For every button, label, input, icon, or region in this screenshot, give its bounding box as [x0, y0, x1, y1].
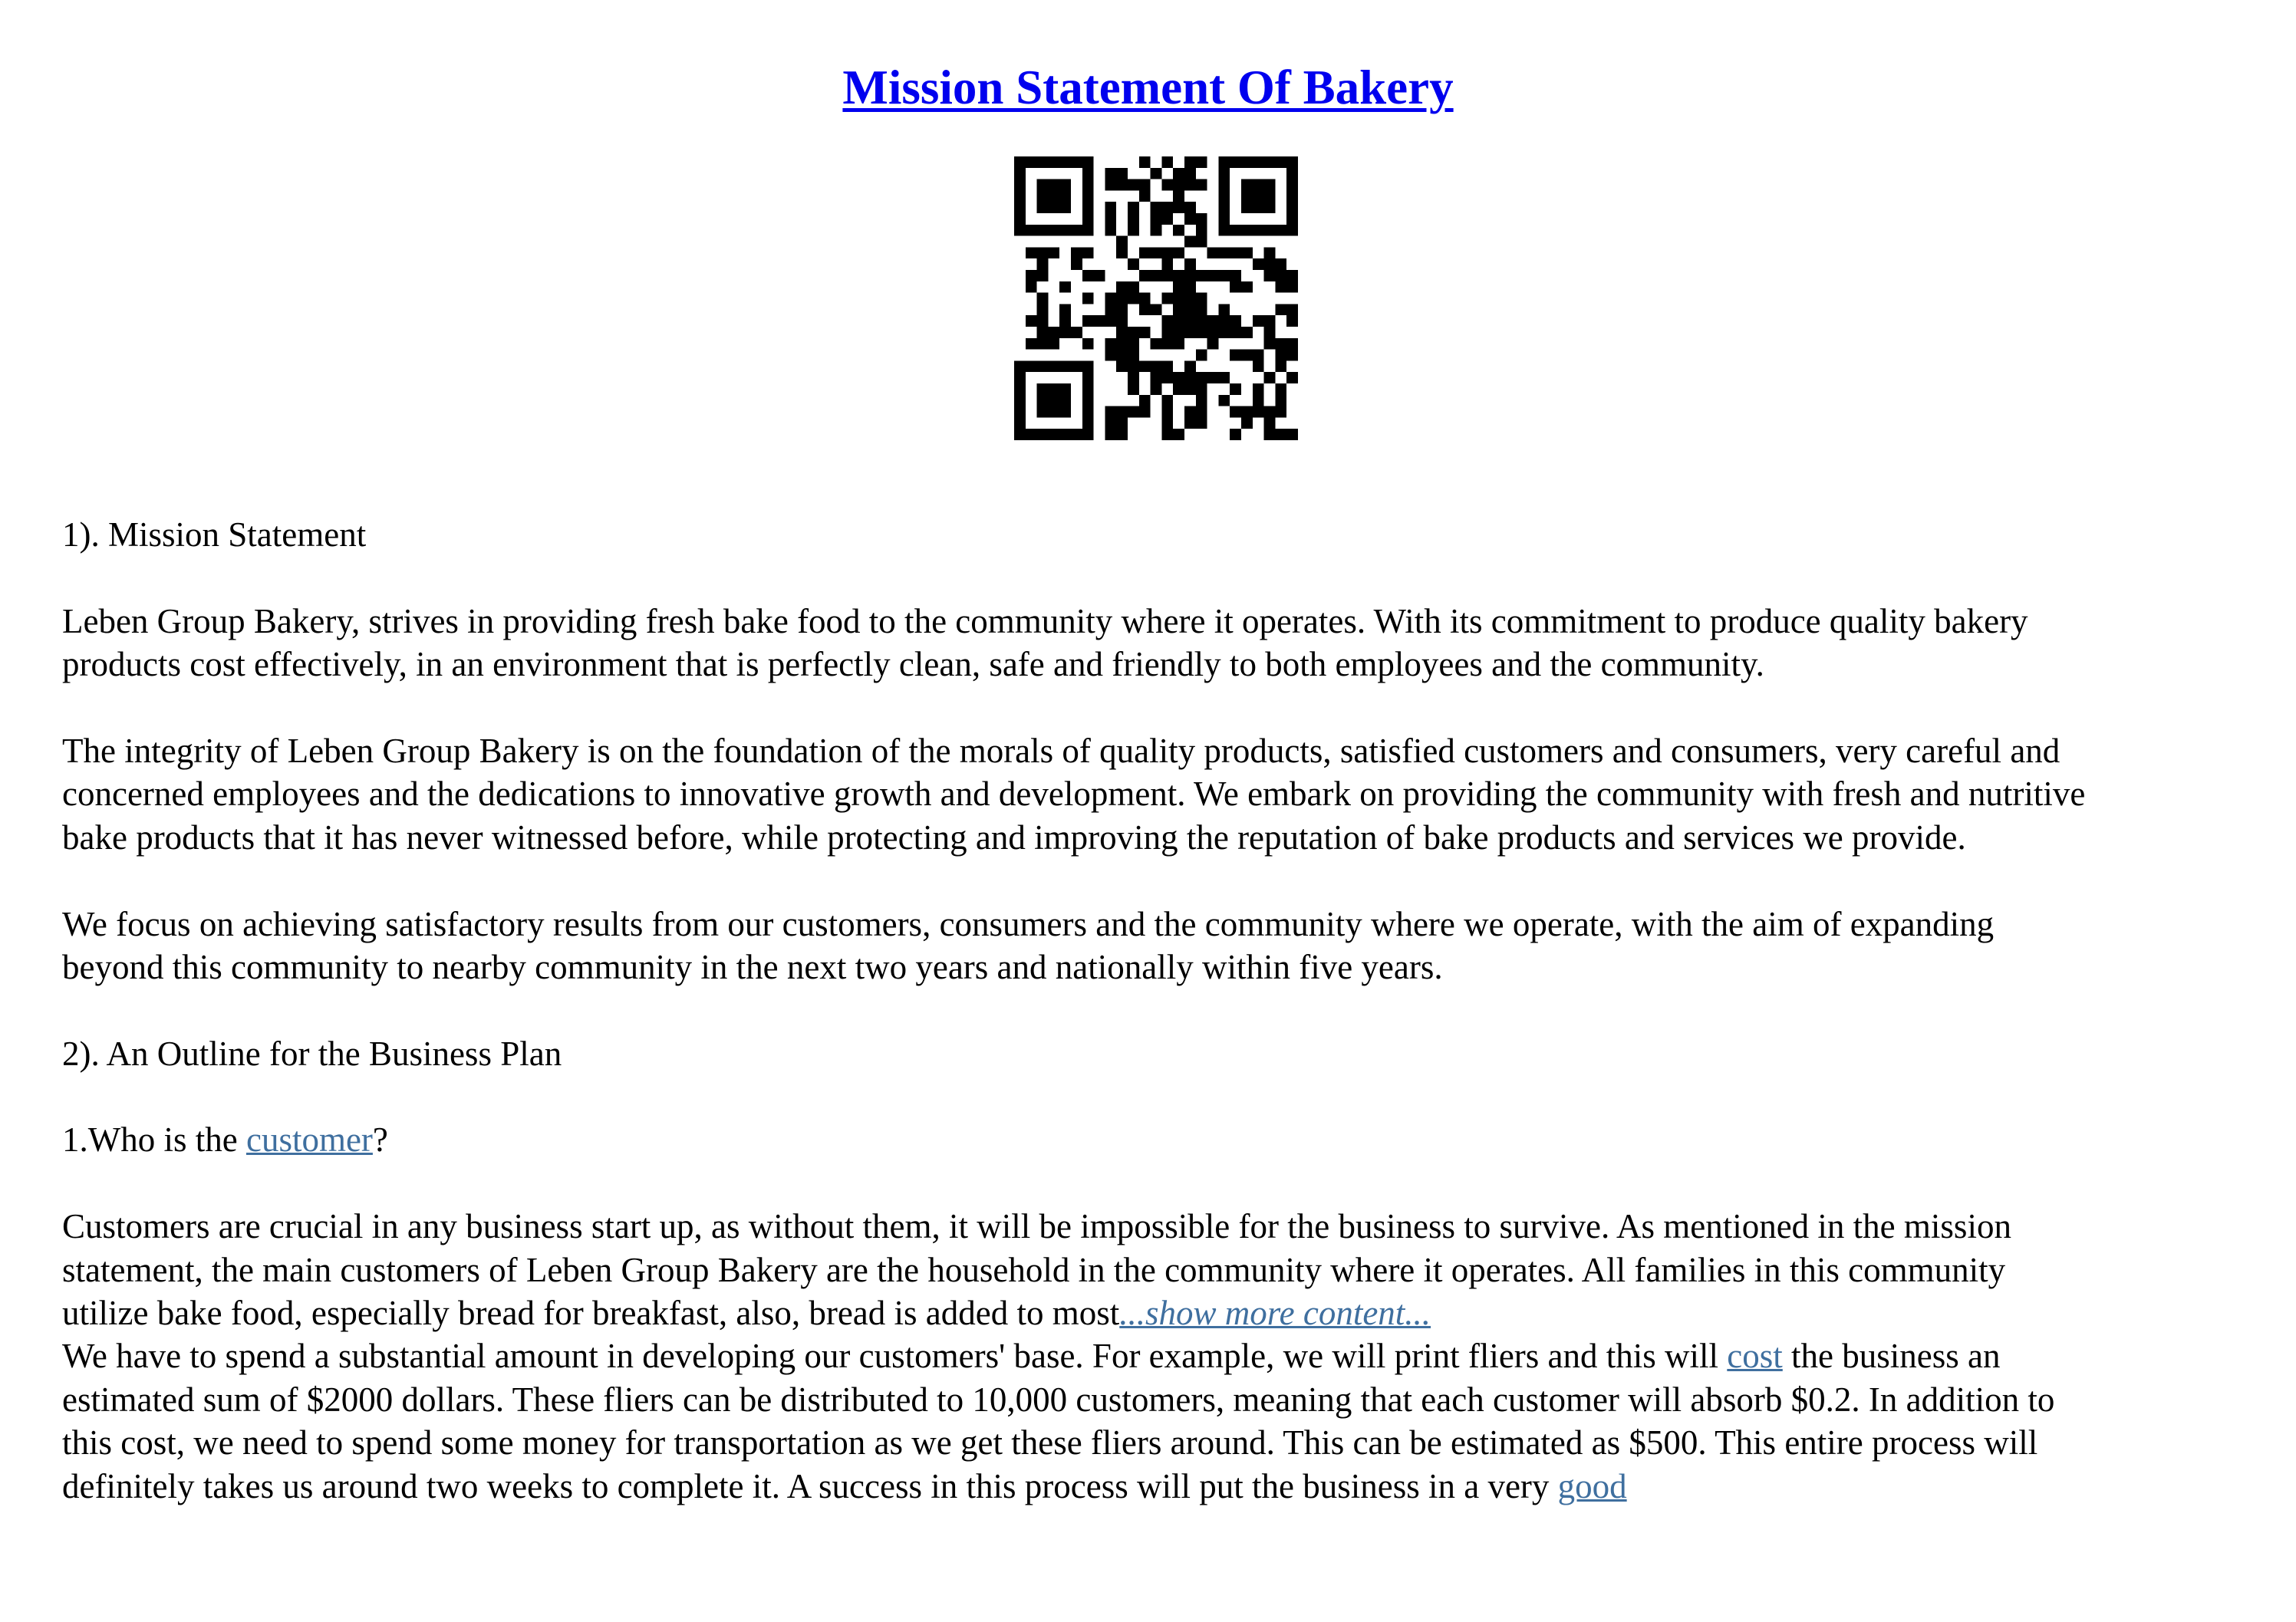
document-body [62, 513, 2271, 1508]
paragraph [62, 1205, 2271, 1334]
text-line: bake products that it has never witnessed before, while protecting and improving the reputation of bake products and services we provide. [62, 818, 1966, 857]
qr-modules [1014, 156, 1298, 440]
paragraph [62, 729, 2271, 859]
text-line: The integrity of Leben Group Bakery is on the foundation of the morals of quality products, satisfied customers and consumers, very careful and [62, 731, 2060, 770]
show-more-link[interactable]: ...show more content... [1119, 1294, 1431, 1333]
section-heading: 2). An Outline for the Business Plan [62, 1034, 562, 1073]
text: We have to spend a substantial amount in developing our customers' base. For example, we will print fliers and this will [62, 1337, 1728, 1376]
text: 1.Who is the [62, 1120, 246, 1160]
title-link[interactable]: Mission Statement Of Bakery [842, 61, 1454, 114]
text-line: concerned employees and the dedications to innovative growth and development. We embark on providing the community with fresh and nutritive [62, 775, 2086, 814]
section-heading: 1). Mission Statement [62, 515, 367, 554]
page-title [0, 57, 2296, 118]
text: ? [372, 1120, 388, 1160]
text-line [62, 1334, 2271, 1377]
text: the business an [1782, 1337, 2001, 1376]
question-heading [62, 1118, 2271, 1161]
text-line: beyond this community to nearby community in the next two years and nationally within five years. [62, 947, 1443, 986]
text: definitely takes us around two weeks to complete it. A success in this process will put the business in a very [62, 1466, 1558, 1505]
text-line: products cost effectively, in an environment that is perfectly clean, safe and friendly to both employees and the community. [62, 645, 1764, 684]
text-line: this cost, we need to spend some money for transportation as we get these fliers around. This can be estimated as $500. This entire process will [62, 1423, 2038, 1462]
cost-link[interactable]: cost [1727, 1337, 1783, 1376]
text-line: estimated sum of $2000 dollars. These fliers can be distributed to 10,000 customers, meaning that each customer will absorb $0.2. In addition to [62, 1380, 2055, 1419]
paragraph [62, 600, 2271, 686]
qr-code-icon [1014, 156, 1298, 440]
text-line: Customers are crucial in any business start up, as without them, it will be impossible for the business to survive. As mentioned in the mission [62, 1207, 2011, 1246]
text-line [62, 1291, 2271, 1334]
text: utilize bake food, especially bread for breakfast, also, bread is added to most [62, 1294, 1120, 1333]
text-line: statement, the main customers of Leben Group Bakery are the household in the community where it operates. All families in this community [62, 1250, 2006, 1289]
text-line: We focus on achieving satisfactory results from our customers, consumers and the community where we operate, with the aim of expanding [62, 904, 1995, 943]
customer-link[interactable]: customer [245, 1120, 373, 1160]
good-link[interactable]: good [1557, 1466, 1627, 1505]
paragraph [62, 903, 2271, 989]
text-line: Leben Group Bakery, strives in providing fresh bake food to the community where it operates. With its commitment to produce quality bakery [62, 601, 2028, 640]
paragraph [62, 1334, 2271, 1508]
text-line [62, 1465, 2271, 1508]
